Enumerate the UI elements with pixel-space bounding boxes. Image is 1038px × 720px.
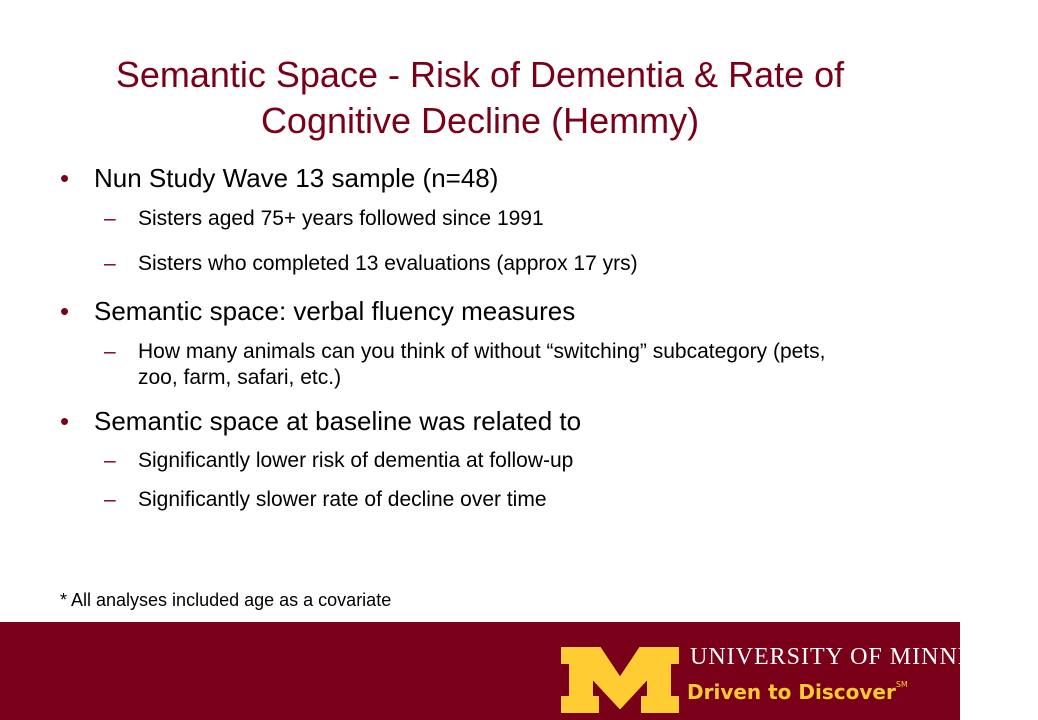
tagline-text: Driven to Discover <box>687 680 896 704</box>
bullet-text: Nun Study Wave 13 sample (n=48) <box>94 163 499 193</box>
sub-bullet-text: How many animals can you think of without “switching” subcategory (pets, zoo, farm, safari, etc.) <box>138 340 826 389</box>
bullet-item <box>60 162 920 194</box>
sub-bullet-marker: – <box>104 449 116 472</box>
sub-bullet-marker: – <box>104 340 116 363</box>
bullet-text: Semantic space at baseline was related to <box>94 406 582 436</box>
sub-bullet-item <box>60 206 920 232</box>
sub-bullet-text: Sisters who completed 13 evaluations (approx 17 yrs) <box>138 252 638 275</box>
sub-bullet-item <box>60 339 858 391</box>
block-m-icon <box>560 646 680 714</box>
sub-bullet-text: Significantly slower rate of decline over time <box>138 488 547 511</box>
footnote: * All analyses included age as a covariate <box>60 590 392 610</box>
sub-bullet-marker: – <box>104 252 116 275</box>
sub-bullet-item <box>60 448 920 474</box>
tagline <box>687 680 908 704</box>
bullet-text: Semantic space: verbal fluency measures <box>94 296 576 326</box>
sub-bullet-marker: – <box>104 488 116 511</box>
sub-bullet-text: Significantly lower risk of dementia at follow-up <box>138 449 574 472</box>
service-mark: SM <box>895 680 908 689</box>
bullet-marker: • <box>60 406 70 436</box>
sub-bullet-item <box>60 487 920 513</box>
sub-bullet-marker: – <box>104 207 116 230</box>
bullet-item <box>60 405 920 437</box>
bullet-list <box>60 162 920 513</box>
slide-title: Semantic Space - Risk of Dementia & Rate of Cognitive Decline (Hemmy) <box>115 54 845 141</box>
bullet-item <box>60 295 920 327</box>
sub-bullet-text: Sisters aged 75+ years followed since 1991 <box>138 207 544 230</box>
bullet-marker: • <box>60 163 70 193</box>
footer-band <box>0 622 1038 720</box>
bullet-marker: • <box>60 296 70 326</box>
university-name: UNIVERSITY OF MINNESOTA <box>690 644 1038 670</box>
sub-bullet-item <box>60 251 920 277</box>
